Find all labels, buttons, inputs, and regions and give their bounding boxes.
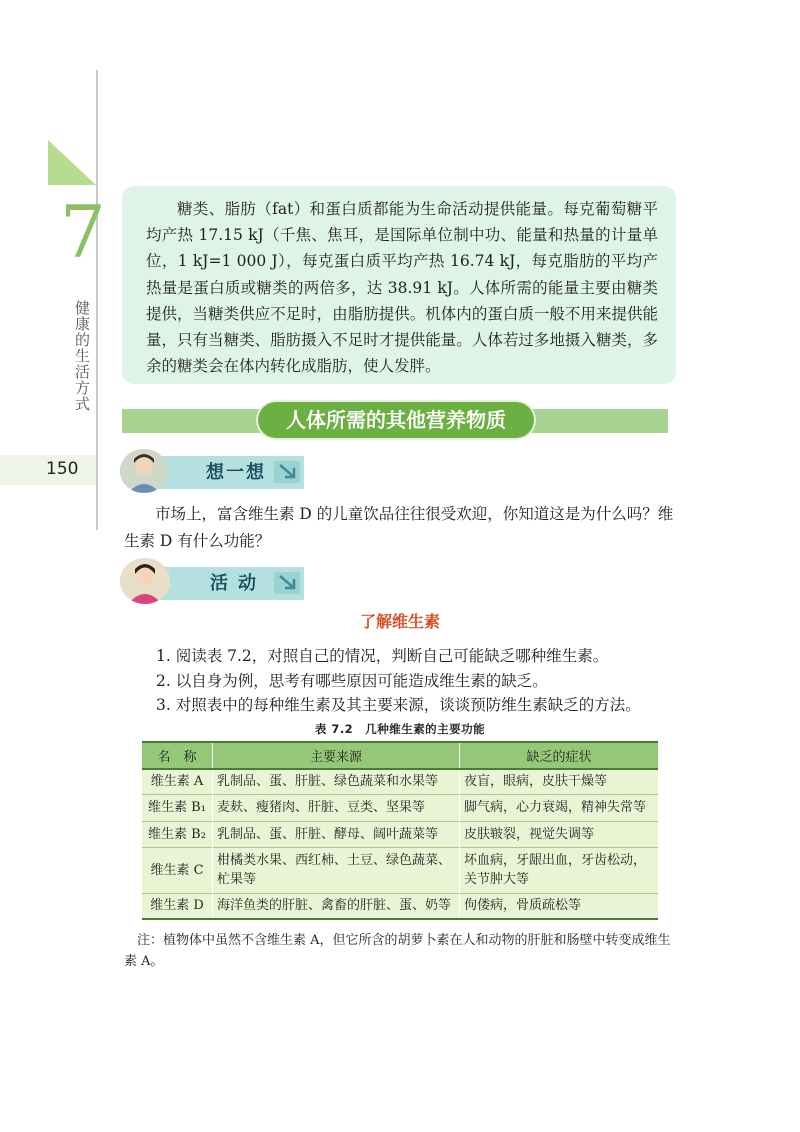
chapter-corner-decoration <box>48 140 96 185</box>
vitamin-source: 乳制品、蛋、肝脏、绿色蔬菜和水果等 <box>213 769 460 794</box>
table-row <box>142 794 658 821</box>
vitamin-name: 维生素 B₂ <box>148 826 206 842</box>
vitamin-symptom: 脚气病，心力衰竭，精神失常等 <box>460 794 659 821</box>
section-title: 人体所需的其他营养物质 <box>286 408 506 432</box>
chapter-title: 健康的生活方式 <box>73 300 91 412</box>
activity-step: 2. 以自身为例，思考有哪些原因可能造成维生素的缺乏。 <box>156 672 548 690</box>
column-header: 名 称 <box>157 750 197 765</box>
vitamin-name: 维生素 A <box>150 774 204 790</box>
arrow-down-right-icon <box>274 461 300 483</box>
vitamin-symptom: 皮肤皲裂，视觉失调等 <box>460 821 659 847</box>
column-header: 主要来源 <box>213 742 460 769</box>
activity-title: 活动 <box>210 573 266 594</box>
vitamin-source: 麦麸、瘦猪肉、肝脏、豆类、坚果等 <box>213 794 460 821</box>
table-header-row <box>142 742 658 769</box>
table-caption: 表 7.2 几种维生素的主要功能 <box>314 722 486 736</box>
arrow-down-right-icon <box>274 572 300 594</box>
vitamin-table <box>142 741 658 920</box>
table-row <box>142 821 658 847</box>
vitamin-name: 维生素 C <box>150 862 204 878</box>
vitamin-symptom: 佝偻病，骨质疏松等 <box>460 893 659 919</box>
column-header: 缺乏的症状 <box>460 742 659 769</box>
energy-info-text: 糖类、脂肪（fat）和蛋白质都能为生命活动提供能量。每克葡萄糖平均产热 17.15 kJ（千焦、焦耳，是国际单位制中功、能量和热量的计量单位，1 kJ=1 000 J），每克蛋白质平均产热 16.74 kJ，每克脂肪的平均产热量是蛋白质或糖类的两倍多，达 38.91 kJ。人体所需的能量主要由糖类提供，当糖类供应不足时，由脂肪提供。机体内的蛋白质一般不用来提供能量，只有当糖类、脂肪摄入不足时才提供能量。人体若过多地摄入糖类，多余的糖类会在体内转化成脂肪，使人发胖。 <box>146 200 658 376</box>
table-row <box>142 847 658 893</box>
margin-divider <box>96 70 98 530</box>
vitamin-symptom: 夜盲，眼病，皮肤干燥等 <box>460 769 659 794</box>
table-row <box>142 893 658 919</box>
activity-step: 1. 阅读表 7.2，对照自己的情况，判断自己可能缺乏哪种维生素。 <box>156 647 609 665</box>
vitamin-source: 柑橘类水果、西红柿、土豆、绿色蔬菜、杧果等 <box>213 847 460 893</box>
think-avatar-icon <box>120 449 168 493</box>
vitamin-symptom: 坏血病，牙龈出血，牙齿松动，关节肿大等 <box>460 847 659 893</box>
table-row <box>142 769 658 794</box>
activity-step: 3. 对照表中的每种维生素及其主要来源，谈谈预防维生素缺乏的方法。 <box>156 696 641 714</box>
activity-avatar-icon <box>120 558 170 604</box>
vitamin-name: 维生素 B₁ <box>148 800 206 815</box>
think-question-text: 市场上，富含维生素 D 的儿童饮品往往很受欢迎，你知道这是为什么吗？维生素 D 有什么功能？ <box>124 505 674 550</box>
vitamin-source: 海洋鱼类的肝脏、禽畜的肝脏、蛋、奶等 <box>213 893 460 919</box>
activity-subtitle: 了解维生素 <box>359 612 440 631</box>
vitamin-source: 乳制品、蛋、肝脏、酵母、阔叶蔬菜等 <box>213 821 460 847</box>
chapter-number: 7 <box>60 190 106 274</box>
think-title: 想一想 <box>206 462 266 483</box>
table-footnote: 注：植物体中虽然不含维生素 A，但它所含的胡萝卜素在人和动物的肝脏和肠壁中转变成维生素 A。 <box>124 933 671 969</box>
page-number: 150 <box>46 459 79 479</box>
vitamin-name: 维生素 D <box>150 898 204 914</box>
